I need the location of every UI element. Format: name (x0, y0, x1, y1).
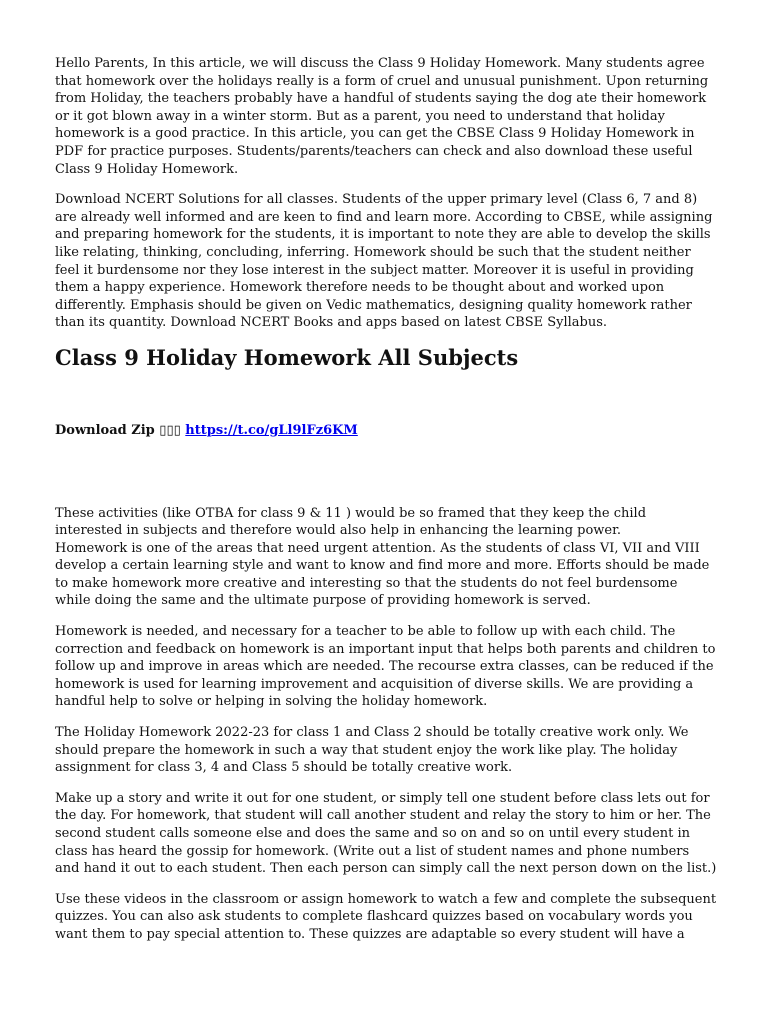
download-line (55, 422, 717, 440)
body-paragraph-story-activity: Make up a story and write it out for one student, or simply tell one student before class lets out for the day. For homework, that student will call another student and relay the story to him or her. The second student calls someone else and does the same and so on and so on until every student in class has heard the gossip for homework. (Write out a list of student names and phone numbers and hand it out to each student. Then each person can simply call the next person down on the list.) (55, 790, 717, 877)
download-link[interactable]: https://t.co/gLl9lFz6KM (185, 422, 358, 438)
body-paragraph-holiday-homework-2022: The Holiday Homework 2022-23 for class 1 and Class 2 should be totally creative work only. We should prepare the homework in such a way that student enjoy the work like play. The holiday assignment for class 3, 4 and Class 5 should be totally creative work. (55, 725, 689, 776)
download-glyphs: ▯▯▯ (159, 422, 181, 438)
body-paragraph-activities: These activities (like OTBA for class 9 & 11 ) would be so framed that they keep the child interested in subjects and therefore would also help in enhancing the learning power. (55, 505, 647, 539)
intro-paragraph-2: Download NCERT Solutions for all classes. Students of the upper primary level (Class 6, 7 and 8) are already well informed and are keen to find and learn more. According to CBSE, while assigning and preparing homework for the students, it is important to note they are able to develop the skills like relating, thinking, concluding, inferring. Homework should be such that the student neither feel it burdensome nor they lose interest in the subject matter. Moreover it is useful in providing them a happy experience. Homework therefore needs to be thought about and worked upon differently. Emphasis should be given on Vedic mathematics, designing quality homework rather than its quantity. Download NCERT Books and apps based on latest CBSE Syllabus. (55, 192, 713, 331)
spacer (55, 440, 717, 505)
intro-paragraph-1: Hello Parents, In this article, we will discuss the Class 9 Holiday Homework. Many students agree that homework over the holidays really is a form of cruel and unusual punishment. Upon returning from Holiday, the teachers probably have a handful of students saying the dog ate their homework or it got blown away in a winter storm. But as a parent, you need to understand that holiday homework is a good practice. In this article, you can get the CBSE Class 9 Holiday Homework in PDF for practice purposes. Students/parents/teachers can check and also download these useful Class 9 Holiday Homework. (55, 56, 709, 177)
body-paragraph-homework-needed: Homework is needed, and necessary for a teacher to be able to follow up with each child. The correction and feedback on homework is an important input that helps both parents and children to follow up and improve in areas which are needed. The recourse extra classes, can be reduced if the homework is used for learning improvement and acquisition of diverse skills. We are providing a handful help to solve or helping in solving the holiday homework. (55, 624, 716, 710)
section-heading: Class 9 Holiday Homework All Subjects (55, 344, 519, 370)
document-page (55, 55, 717, 957)
body-paragraph-videos-quizzes: Use these videos in the classroom or assign homework to watch a few and complete the subsequent quizzes. You can also ask students to complete flashcard quizzes based on vocabulary words you want them to pay special attention to. These quizzes are adaptable so every student will have a (55, 891, 717, 942)
body-paragraph-homework-attention: Homework is one of the areas that need urgent attention. As the students of class VI, VII and VIII develop a certain learning style and want to know and find more and more. Efforts should be made to make homework more creative and interesting so that the students do not feel burdensome while doing the same and the ultimate purpose of providing homework is served. (55, 540, 710, 609)
download-label: Download Zip (55, 422, 155, 438)
